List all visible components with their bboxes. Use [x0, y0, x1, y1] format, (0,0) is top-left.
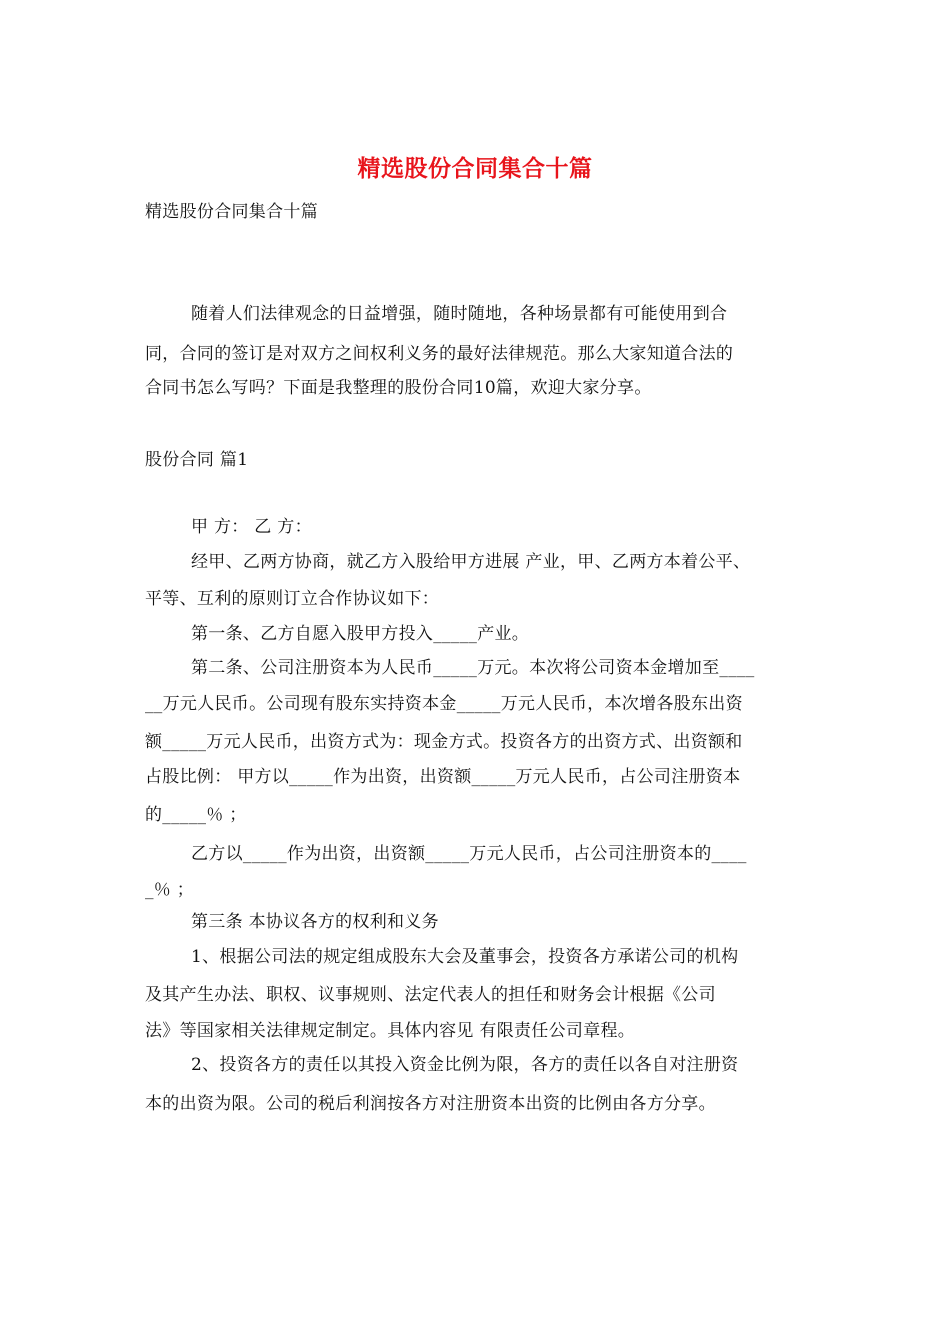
document-subtitle: 精选股份合同集合十篇	[145, 202, 318, 222]
article-3-heading: 第三条 本协议各方的权利和义务	[191, 912, 439, 932]
body-line: 乙方以_____作为出资，出资额_____万元人民币，占公司注册资本的____	[191, 844, 747, 864]
body-line: 的_____％ ；	[145, 805, 247, 825]
body-line: 占股比例： 甲方以_____作为出资，出资额_____万元人民币，占公司注册资本	[145, 767, 741, 787]
party-line: 甲 方： 乙 方：	[191, 517, 312, 537]
clause-2-line: 2、投资各方的责任以其投入资金比例为限，各方的责任以各自对注册资	[191, 1055, 739, 1075]
intro-line: 同，合同的签订是对双方之间权利义务的最好法律规范。那么大家知道合法的	[145, 344, 734, 364]
body-line: 及其产生办法、职权、议事规则、法定代表人的担任和财务会计根据《公司	[145, 985, 716, 1005]
section-heading: 股份合同 篇1	[145, 450, 249, 470]
body-line: __万元人民币。公司现有股东实持资本金_____万元人民币，本次增各股东出资	[145, 694, 743, 714]
document-title: 精选股份合同集合十篇	[357, 155, 593, 182]
body-line: 经甲、乙两方协商，就乙方入股给甲方进展 产业，甲、乙两方本着公平、	[191, 552, 751, 572]
article-1-line: 第一条、乙方自愿入股甲方投入_____产业。	[191, 624, 530, 644]
intro-line: 随着人们法律观念的日益增强，随时随地，各种场景都有可能使用到合	[191, 304, 728, 324]
body-line: 法》等国家相关法律规定制定。具体内容见 有限责任公司章程。	[145, 1021, 636, 1041]
clause-1-line: 1、根据公司法的规定组成股东大会及董事会，投资各方承诺公司的机构	[191, 947, 739, 967]
body-line: _％ ；	[145, 880, 195, 900]
body-line: 本的出资为限。公司的税后利润按各方对注册资本出资的比例由各方分享。	[145, 1094, 716, 1114]
body-line: 平等、互利的原则订立合作协议如下：	[145, 589, 440, 609]
body-line: 额_____万元人民币，出资方式为：现金方式。投资各方的出资方式、出资额和	[145, 732, 743, 752]
article-2-line: 第二条、公司注册资本为人民币_____万元。本次将公司资本金增加至____	[191, 658, 755, 678]
intro-line: 合同书怎么写吗？下面是我整理的股份合同10篇，欢迎大家分享。	[145, 378, 652, 398]
